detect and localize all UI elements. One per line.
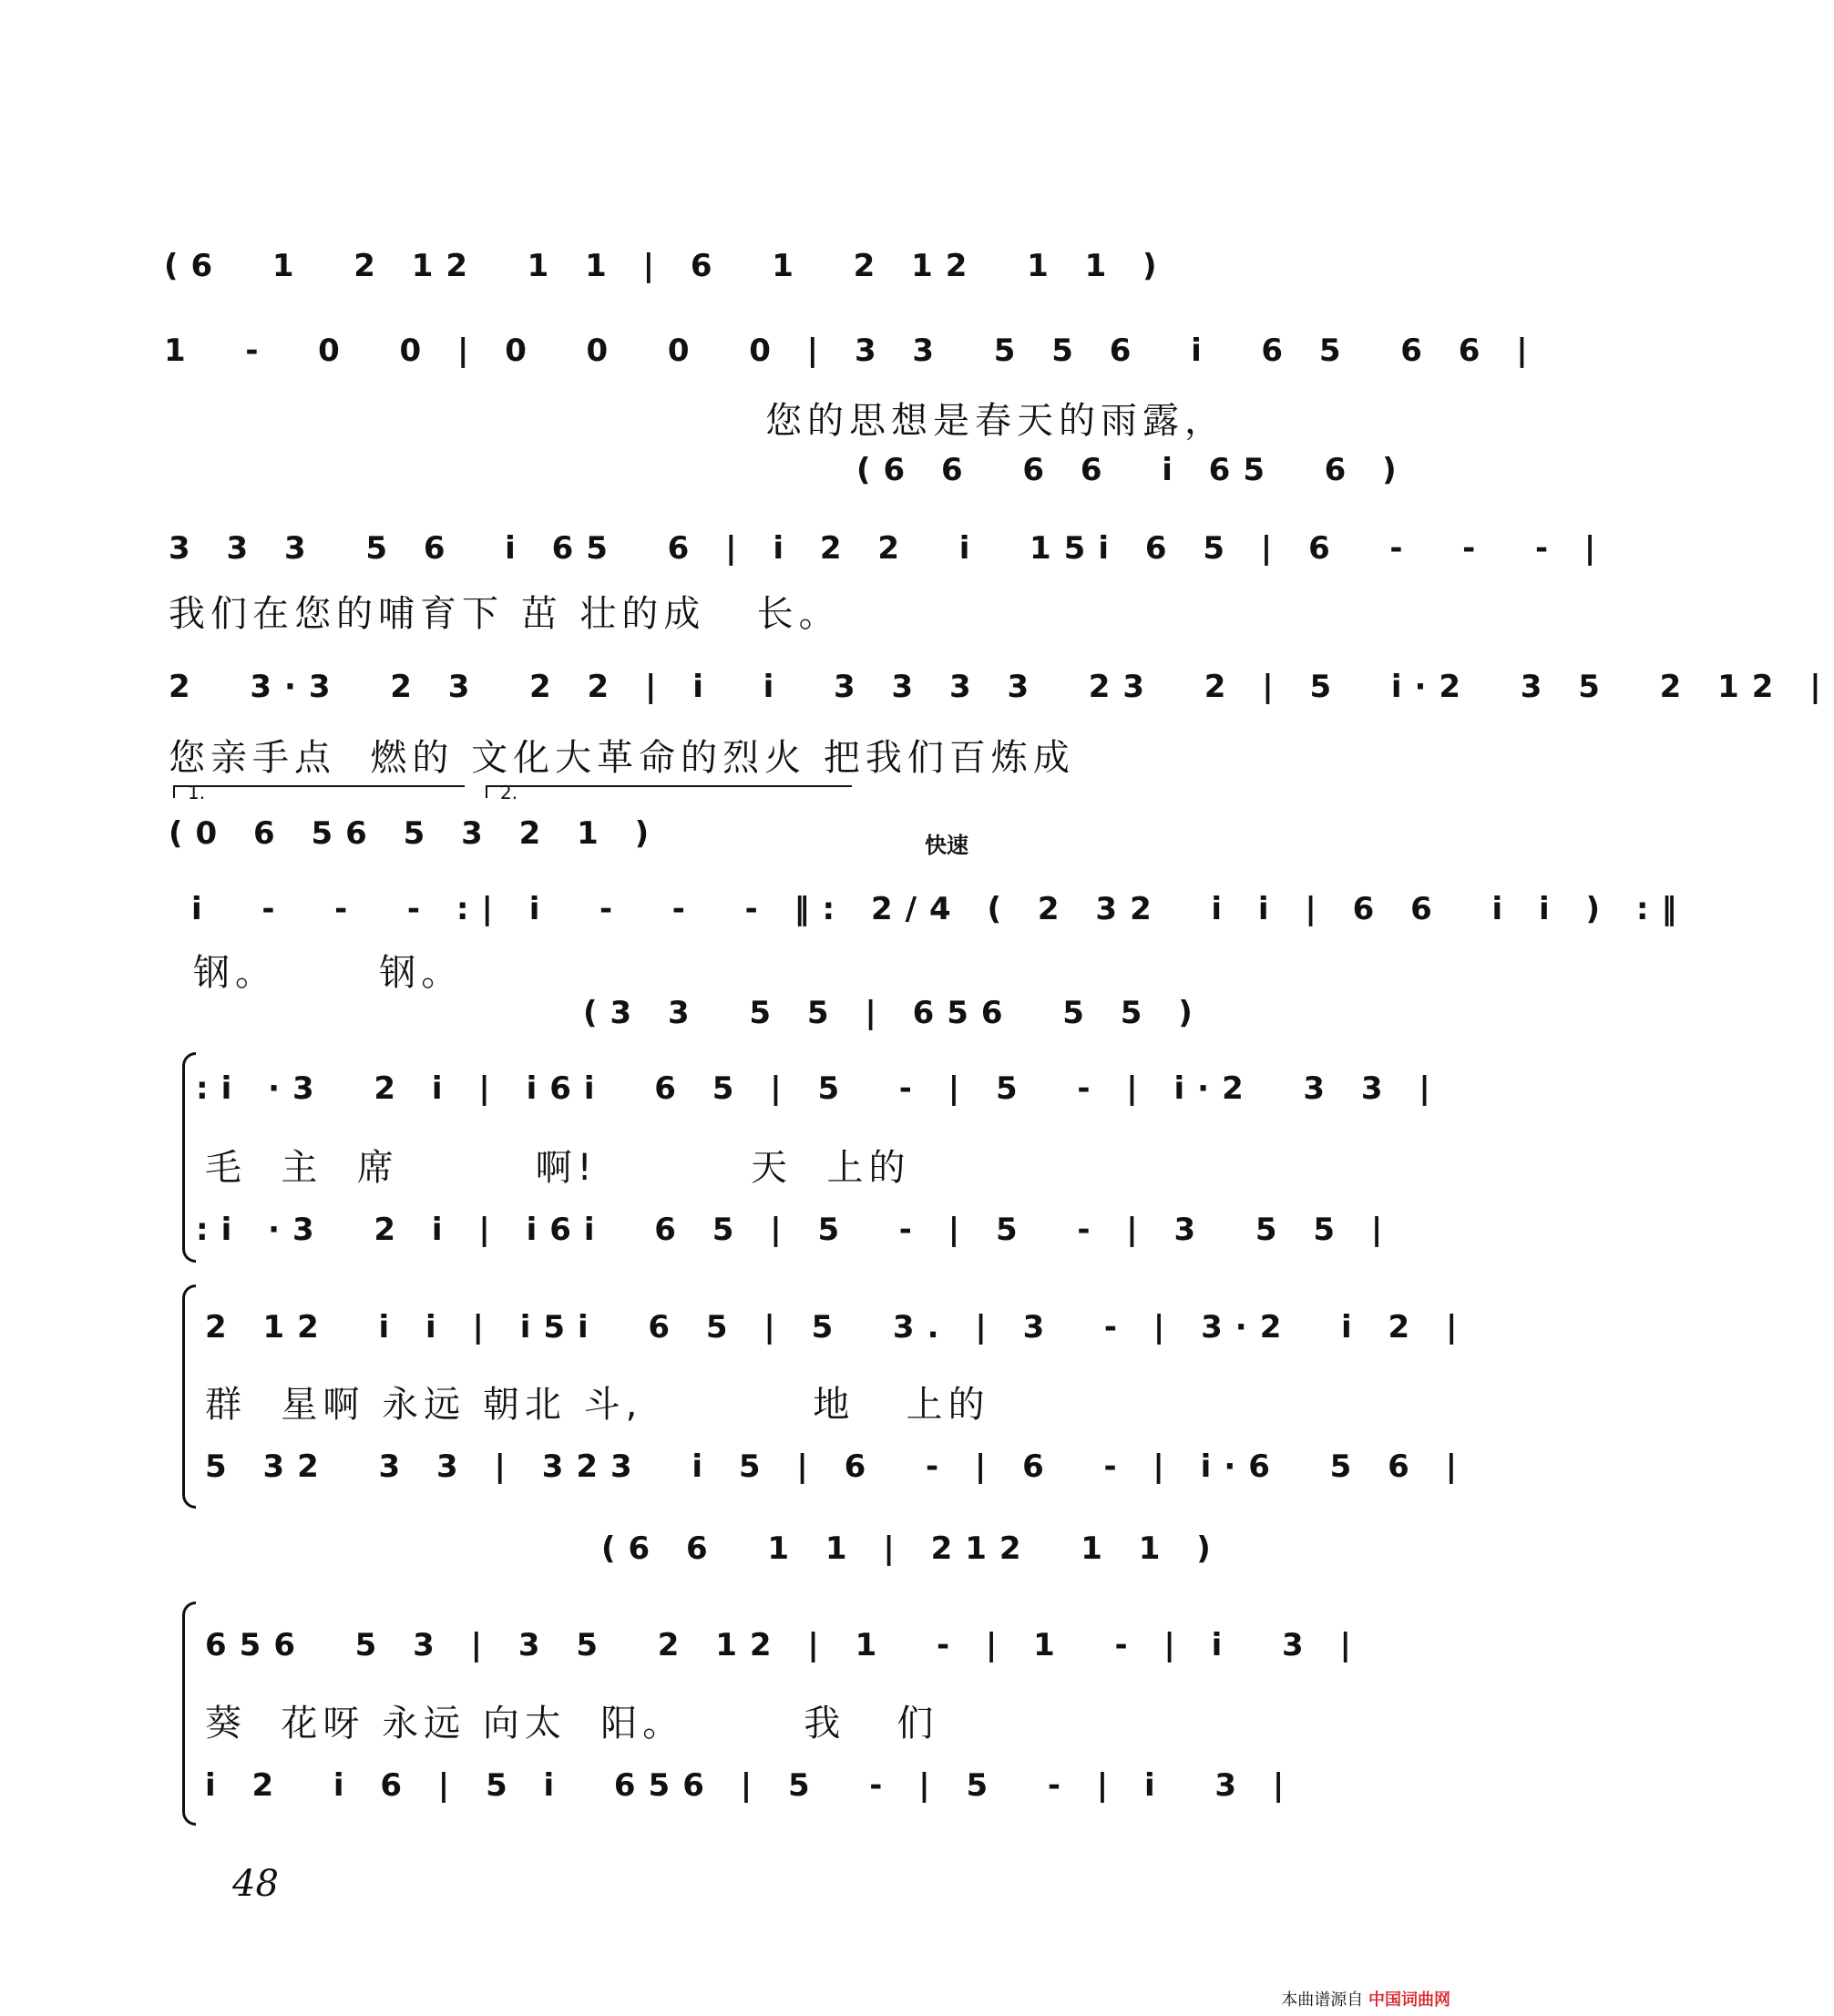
melody-line-3: 2 3·3 2 3 2 2 | i i 3 3 3 3 23 2 | 5 i·2 3 5 2 12 | bbox=[169, 669, 1834, 705]
lyrics-line-5: 毛 主 席 啊! 天 上的 bbox=[205, 1147, 911, 1189]
lower-voice-line-7: i 2 i 6 | 5 i 656 | 5 - | 5 - | i 3 | bbox=[205, 1767, 1297, 1804]
melody-line-4: i - - - :| i - - - ‖: 2/4 ( 2 32 i i | 6 6 i i ) :‖ bbox=[191, 891, 1690, 927]
upper-voice-line-7: 656 5 3 | 3 5 2 12 | 1 - | 1 - | i 3 | bbox=[205, 1627, 1364, 1663]
brace-line-6 bbox=[182, 1284, 196, 1509]
intro-line-1: (6 1 2 12 1 1 | 6 1 2 12 1 1 ) bbox=[164, 248, 1170, 284]
lower-voice-line-6: 5 32 3 3 | 323 i 5 | 6 - | 6 - | i·6 5 6 | bbox=[205, 1448, 1470, 1485]
tempo-marking: 快速 bbox=[925, 833, 968, 858]
intro-line-7: (6 6 1 1 | 212 1 1 ) bbox=[601, 1530, 1224, 1567]
upper-voice-line-5: :i ·3 2 i | i6i 6 5 | 5 - | 5 - | i·2 3 3 | bbox=[196, 1070, 1443, 1107]
page-number: 48 bbox=[232, 1863, 279, 1905]
volta-label-second: 2. bbox=[500, 782, 518, 803]
melody-line-2: 3 3 3 5 6 i 65 6 | i 2 2 i 15i 6 5 | 6 - - - | bbox=[169, 530, 1609, 567]
lyrics-line-6: 群 星啊 永远 朝北 斗, 地 上的 bbox=[205, 1384, 990, 1426]
source-prefix: 本曲谱源自 bbox=[1281, 1990, 1364, 2010]
intro-line-5: (3 3 5 5 | 656 5 5 ) bbox=[583, 995, 1205, 1031]
lyrics-line-1: 您的思想是春天的雨露， bbox=[765, 400, 1226, 442]
source-brand[interactable]: 中国词曲网 bbox=[1368, 1990, 1450, 2010]
melody-line-1: 1 - 0 0 | 0 0 0 0 | 3 3 5 5 6 i 6 5 6 6 | bbox=[164, 333, 1541, 369]
brace-line-7 bbox=[182, 1602, 196, 1826]
lyrics-line-4: 钢。 钢。 bbox=[193, 952, 464, 994]
lyrics-line-7: 葵 花呀 永远 向太 阳。 我 们 bbox=[205, 1703, 939, 1745]
brace-line-5 bbox=[182, 1052, 196, 1263]
volta-bracket-first bbox=[173, 782, 465, 803]
lower-voice-line-5: :i ·3 2 i | i6i 6 5 | 5 - | 5 - | 3 5 5 | bbox=[196, 1212, 1396, 1248]
lyrics-line-2: 我们在您的哺育下 茁 壮的成 长。 bbox=[169, 593, 841, 635]
upper-voice-line-6: 2 12 i i | i5i 6 5 | 5 3. | 3 - | 3·2 i 2 | bbox=[205, 1309, 1470, 1346]
volta-bracket-second bbox=[486, 782, 852, 803]
intro-line-2: (6 6 6 6 i 65 6 ) bbox=[856, 452, 1409, 488]
lyrics-line-3: 您亲手点 燃的 文化大革命的烈火 把我们百炼成 bbox=[169, 737, 1075, 779]
source-footer bbox=[1281, 1987, 1450, 2011]
volta-label-first: 1. bbox=[188, 782, 206, 803]
intro-line-4: (0 6 56 5 3 2 1 ) bbox=[169, 815, 662, 852]
